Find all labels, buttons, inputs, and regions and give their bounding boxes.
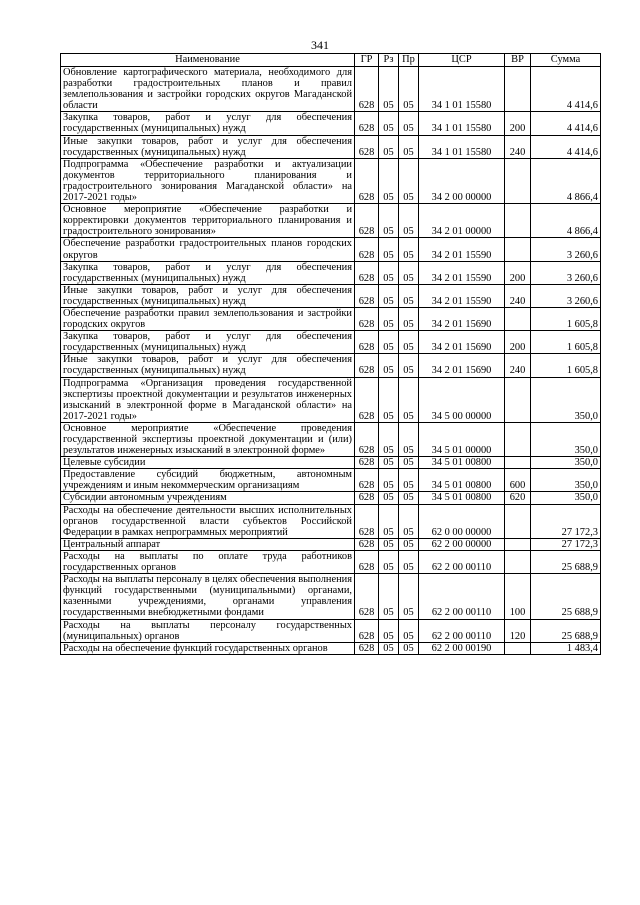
- cell-csr: 34 5 01 00800: [419, 469, 505, 492]
- table-row: [61, 261, 601, 284]
- cell-sum: 3 260,6: [531, 284, 601, 307]
- cell-gr: 628: [355, 574, 379, 619]
- cell-vr: [505, 67, 531, 112]
- cell-vr: [505, 422, 531, 456]
- cell-gr: 628: [355, 642, 379, 654]
- cell-pr: 05: [399, 538, 419, 550]
- cell-name: Основное мероприятие «Обеспечение проведения государственной экспертизы проектной документации и (или) результатов инженерных изысканий в электронной форме»: [61, 422, 355, 456]
- cell-sum: 4 414,6: [531, 135, 601, 158]
- cell-name: Расходы на выплаты персоналу государственных (муниципальных) органов: [61, 619, 355, 642]
- cell-name: Обеспечение разработки правил землепользования и застройки городских округов: [61, 307, 355, 330]
- table-row: [61, 67, 601, 112]
- cell-sum: 4 866,4: [531, 158, 601, 203]
- cell-csr: 34 2 01 00000: [419, 204, 505, 238]
- table-row: [61, 504, 601, 538]
- cell-csr: 34 1 01 15580: [419, 112, 505, 135]
- cell-rz: 05: [379, 538, 399, 550]
- cell-rz: 05: [379, 261, 399, 284]
- cell-rz: 05: [379, 354, 399, 377]
- cell-vr: 240: [505, 354, 531, 377]
- cell-csr: 34 5 00 00000: [419, 377, 505, 422]
- cell-pr: 05: [399, 307, 419, 330]
- cell-gr: 628: [355, 158, 379, 203]
- table-row: [61, 354, 601, 377]
- table-row: [61, 538, 601, 550]
- cell-pr: 05: [399, 457, 419, 469]
- cell-gr: 628: [355, 112, 379, 135]
- cell-gr: 628: [355, 331, 379, 354]
- cell-sum: 25 688,9: [531, 574, 601, 619]
- cell-sum: 350,0: [531, 469, 601, 492]
- cell-pr: 05: [399, 331, 419, 354]
- cell-rz: 05: [379, 492, 399, 504]
- cell-vr: 200: [505, 112, 531, 135]
- table-row: [61, 619, 601, 642]
- cell-gr: 628: [355, 135, 379, 158]
- cell-rz: 05: [379, 457, 399, 469]
- table-body: [61, 67, 601, 655]
- cell-name: Расходы на выплаты по оплате труда работников государственных органов: [61, 550, 355, 573]
- cell-name: Основное мероприятие «Обеспечение разработки и корректировки документов территориального планирования и градостроительного зонирования»: [61, 204, 355, 238]
- cell-csr: 62 2 00 00110: [419, 550, 505, 573]
- cell-vr: 120: [505, 619, 531, 642]
- col-header-rz: Рз: [379, 54, 399, 67]
- cell-sum: 1 605,8: [531, 354, 601, 377]
- cell-rz: 05: [379, 504, 399, 538]
- col-header-name: Наименование: [61, 54, 355, 67]
- cell-name: Предоставление субсидий бюджетным, автономным учреждениям и иным некоммерческим организациям: [61, 469, 355, 492]
- cell-sum: 350,0: [531, 492, 601, 504]
- table-row: [61, 469, 601, 492]
- cell-rz: 05: [379, 422, 399, 456]
- cell-csr: 34 2 00 00000: [419, 158, 505, 203]
- cell-csr: 62 2 00 00110: [419, 619, 505, 642]
- cell-pr: 05: [399, 354, 419, 377]
- cell-vr: 200: [505, 261, 531, 284]
- cell-sum: 350,0: [531, 377, 601, 422]
- cell-sum: 25 688,9: [531, 619, 601, 642]
- cell-csr: 34 2 01 15690: [419, 307, 505, 330]
- cell-name: Целевые субсидии: [61, 457, 355, 469]
- cell-pr: 05: [399, 469, 419, 492]
- cell-pr: 05: [399, 158, 419, 203]
- cell-pr: 05: [399, 550, 419, 573]
- cell-csr: 34 2 01 15690: [419, 331, 505, 354]
- cell-gr: 628: [355, 377, 379, 422]
- cell-pr: 05: [399, 284, 419, 307]
- cell-csr: 34 2 01 15690: [419, 354, 505, 377]
- cell-pr: 05: [399, 422, 419, 456]
- cell-rz: 05: [379, 158, 399, 203]
- cell-vr: [505, 307, 531, 330]
- cell-gr: 628: [355, 307, 379, 330]
- cell-sum: 4 414,6: [531, 67, 601, 112]
- cell-gr: 628: [355, 550, 379, 573]
- cell-pr: 05: [399, 67, 419, 112]
- col-header-vr: ВР: [505, 54, 531, 67]
- cell-gr: 628: [355, 469, 379, 492]
- cell-name: Субсидии автономным учреждениям: [61, 492, 355, 504]
- cell-sum: 1 605,8: [531, 331, 601, 354]
- cell-sum: 350,0: [531, 422, 601, 456]
- cell-gr: 628: [355, 504, 379, 538]
- cell-pr: 05: [399, 504, 419, 538]
- cell-sum: 3 260,6: [531, 261, 601, 284]
- cell-rz: 05: [379, 67, 399, 112]
- cell-rz: 05: [379, 135, 399, 158]
- table-row: [61, 550, 601, 573]
- table-row: [61, 422, 601, 456]
- cell-pr: 05: [399, 204, 419, 238]
- cell-name: Иные закупки товаров, работ и услуг для обеспечения государственных (муниципальных) нужд: [61, 354, 355, 377]
- cell-gr: 628: [355, 492, 379, 504]
- cell-vr: 600: [505, 469, 531, 492]
- cell-name: Иные закупки товаров, работ и услуг для обеспечения государственных (муниципальных) нужд: [61, 284, 355, 307]
- cell-name: Расходы на выплаты персоналу в целях обеспечения выполнения функций государственными (муниципальными) органами, казенными учреждениями, органами управления государственными внебюджетными фондами: [61, 574, 355, 619]
- cell-gr: 628: [355, 538, 379, 550]
- cell-sum: 1 605,8: [531, 307, 601, 330]
- cell-gr: 628: [355, 457, 379, 469]
- col-header-gr: ГР: [355, 54, 379, 67]
- table-row: [61, 457, 601, 469]
- cell-vr: 240: [505, 135, 531, 158]
- cell-vr: [505, 538, 531, 550]
- cell-rz: 05: [379, 238, 399, 261]
- cell-pr: 05: [399, 135, 419, 158]
- cell-name: Подпрограмма «Обеспечение разработки и актуализации документов территориального планирования и градостроительного зонирования Магаданской области» на 2017-2021 годы»: [61, 158, 355, 203]
- cell-name: Подпрограмма «Организация проведения государственной экспертизы проектной документации и результатов инженерных изысканий в электронной форме в Магаданской области» на 2017-2021 годы»: [61, 377, 355, 422]
- table-row: [61, 492, 601, 504]
- cell-pr: 05: [399, 112, 419, 135]
- cell-vr: 240: [505, 284, 531, 307]
- cell-gr: 628: [355, 261, 379, 284]
- cell-csr: 34 2 01 15590: [419, 284, 505, 307]
- cell-rz: 05: [379, 550, 399, 573]
- budget-table: [60, 53, 601, 655]
- cell-csr: 62 2 00 00110: [419, 574, 505, 619]
- cell-pr: 05: [399, 492, 419, 504]
- cell-gr: 628: [355, 67, 379, 112]
- table-row: [61, 284, 601, 307]
- cell-name: Расходы на обеспечение деятельности высших исполнительных органов государственной власти субъектов Российской Федерации в рамках непрограммных мероприятий: [61, 504, 355, 538]
- table-row: [61, 307, 601, 330]
- cell-gr: 628: [355, 422, 379, 456]
- cell-csr: 34 5 01 00800: [419, 492, 505, 504]
- cell-csr: 34 5 01 00800: [419, 457, 505, 469]
- cell-name: Центральный аппарат: [61, 538, 355, 550]
- cell-sum: 27 172,3: [531, 504, 601, 538]
- col-header-sum: Сумма: [531, 54, 601, 67]
- col-header-pr: Пр: [399, 54, 419, 67]
- cell-vr: [505, 238, 531, 261]
- cell-csr: 62 0 00 00000: [419, 504, 505, 538]
- col-header-csr: ЦСР: [419, 54, 505, 67]
- cell-pr: 05: [399, 619, 419, 642]
- cell-rz: 05: [379, 619, 399, 642]
- cell-csr: 34 1 01 15580: [419, 67, 505, 112]
- cell-name: Расходы на обеспечение функций государственных органов: [61, 642, 355, 654]
- cell-name: Иные закупки товаров, работ и услуг для обеспечения государственных (муниципальных) нужд: [61, 135, 355, 158]
- table-row: [61, 642, 601, 654]
- table-row: [61, 204, 601, 238]
- table-row: [61, 135, 601, 158]
- cell-vr: [505, 504, 531, 538]
- cell-pr: 05: [399, 377, 419, 422]
- cell-sum: 27 172,3: [531, 538, 601, 550]
- cell-gr: 628: [355, 354, 379, 377]
- cell-csr: 34 2 01 15590: [419, 238, 505, 261]
- cell-sum: 350,0: [531, 457, 601, 469]
- cell-vr: 200: [505, 331, 531, 354]
- table-row: [61, 112, 601, 135]
- cell-gr: 628: [355, 238, 379, 261]
- cell-gr: 628: [355, 619, 379, 642]
- cell-vr: [505, 377, 531, 422]
- cell-vr: [505, 642, 531, 654]
- table-row: [61, 158, 601, 203]
- cell-vr: [505, 550, 531, 573]
- cell-sum: 1 483,4: [531, 642, 601, 654]
- cell-csr: 34 5 01 00000: [419, 422, 505, 456]
- cell-rz: 05: [379, 377, 399, 422]
- cell-rz: 05: [379, 331, 399, 354]
- table-header-row: [61, 54, 601, 67]
- cell-name: Закупка товаров, работ и услуг для обеспечения государственных (муниципальных) нужд: [61, 261, 355, 284]
- cell-pr: 05: [399, 642, 419, 654]
- cell-vr: 100: [505, 574, 531, 619]
- cell-vr: [505, 457, 531, 469]
- cell-rz: 05: [379, 307, 399, 330]
- table-row: [61, 331, 601, 354]
- cell-pr: 05: [399, 238, 419, 261]
- page-number: 341: [311, 38, 329, 52]
- cell-rz: 05: [379, 204, 399, 238]
- table-row: [61, 238, 601, 261]
- table-row: [61, 574, 601, 619]
- cell-gr: 628: [355, 284, 379, 307]
- cell-sum: 4 866,4: [531, 204, 601, 238]
- cell-rz: 05: [379, 469, 399, 492]
- cell-rz: 05: [379, 642, 399, 654]
- cell-csr: 62 2 00 00190: [419, 642, 505, 654]
- cell-rz: 05: [379, 574, 399, 619]
- cell-gr: 628: [355, 204, 379, 238]
- cell-sum: 25 688,9: [531, 550, 601, 573]
- cell-name: Обеспечение разработки градостроительных планов городских округов: [61, 238, 355, 261]
- cell-sum: 4 414,6: [531, 112, 601, 135]
- cell-csr: 34 2 01 15590: [419, 261, 505, 284]
- cell-csr: 34 1 01 15580: [419, 135, 505, 158]
- cell-pr: 05: [399, 574, 419, 619]
- cell-rz: 05: [379, 284, 399, 307]
- cell-vr: [505, 204, 531, 238]
- cell-name: Обновление картографического материала, необходимого для разработки градостроительных планов и правил землепользования и застройки городских округов Магаданской области: [61, 67, 355, 112]
- cell-name: Закупка товаров, работ и услуг для обеспечения государственных (муниципальных) нужд: [61, 112, 355, 135]
- cell-vr: [505, 158, 531, 203]
- table-row: [61, 377, 601, 422]
- cell-csr: 62 2 00 00000: [419, 538, 505, 550]
- cell-rz: 05: [379, 112, 399, 135]
- cell-vr: 620: [505, 492, 531, 504]
- cell-name: Закупка товаров, работ и услуг для обеспечения государственных (муниципальных) нужд: [61, 331, 355, 354]
- cell-pr: 05: [399, 261, 419, 284]
- cell-sum: 3 260,6: [531, 238, 601, 261]
